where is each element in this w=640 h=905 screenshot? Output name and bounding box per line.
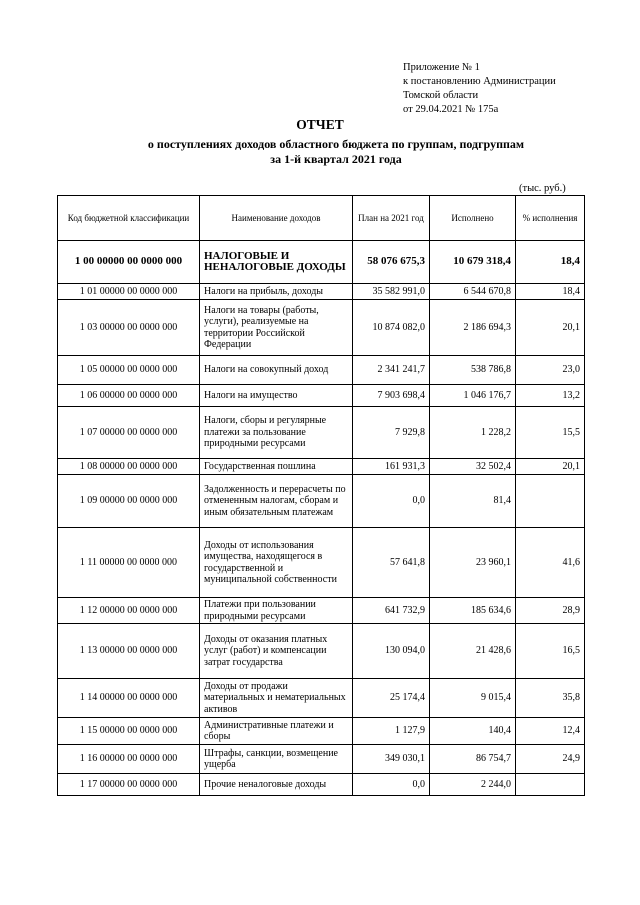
cell-plan: 10 874 082,0	[353, 300, 430, 356]
cell-pct	[516, 774, 585, 796]
cell-pct: 18,4	[516, 284, 585, 300]
cell-name: Доходы от оказания платных услуг (работ) и компенсации затрат государства	[200, 624, 353, 679]
table-row	[58, 774, 585, 796]
cell-name: Штрафы, санкции, возмещение ущерба	[200, 745, 353, 774]
cell-pct: 24,9	[516, 745, 585, 774]
cell-name: НАЛОГОВЫЕ И НЕНАЛОГОВЫЕ ДОХОДЫ	[200, 241, 353, 284]
cell-done: 86 754,7	[430, 745, 516, 774]
cell-code: 1 11 00000 00 0000 000	[58, 528, 200, 598]
cell-pct: 20,1	[516, 300, 585, 356]
cell-plan: 1 127,9	[353, 718, 430, 745]
cell-name: Задолженность и перерасчеты по отмененным налогам, сборам и иным обязательным платежам	[200, 475, 353, 528]
table-row	[58, 284, 585, 300]
cell-plan: 58 076 675,3	[353, 241, 430, 284]
report-title: ОТЧЕТ	[296, 117, 344, 132]
cell-pct: 12,4	[516, 718, 585, 745]
cell-done: 1 046 176,7	[430, 385, 516, 407]
revenue-table	[57, 195, 585, 796]
cell-pct: 28,9	[516, 598, 585, 624]
cell-plan: 349 030,1	[353, 745, 430, 774]
appendix-line: Приложение № 1	[403, 62, 480, 73]
header-name: Наименование доходов	[200, 196, 353, 241]
cell-code: 1 07 00000 00 0000 000	[58, 407, 200, 459]
cell-done: 81,4	[430, 475, 516, 528]
cell-name: Доходы от продажи материальных и нематериальных активов	[200, 679, 353, 718]
table-row	[58, 241, 585, 284]
cell-plan: 0,0	[353, 475, 430, 528]
cell-name: Налоги на совокупный доход	[200, 356, 353, 385]
header-plan: План на 2021 год	[353, 196, 430, 241]
cell-plan: 7 903 698,4	[353, 385, 430, 407]
cell-code: 1 17 00000 00 0000 000	[58, 774, 200, 796]
table-row	[58, 679, 585, 718]
cell-code: 1 09 00000 00 0000 000	[58, 475, 200, 528]
cell-plan: 641 732,9	[353, 598, 430, 624]
cell-name: Налоги на товары (работы, услуги), реализуемые на территории Российской Федерации	[200, 300, 353, 356]
subtitle-line: о поступлениях доходов областного бюджета по группам, подгруппам	[147, 137, 525, 151]
cell-name: Налоги на прибыль, доходы	[200, 284, 353, 300]
cell-done: 21 428,6	[430, 624, 516, 679]
header-done: Исполнено	[430, 196, 516, 241]
appendix-block	[403, 61, 556, 117]
appendix-line: к постановлению Администрации	[403, 76, 556, 87]
cell-code: 1 03 00000 00 0000 000	[58, 300, 200, 356]
table-row	[58, 718, 585, 745]
table-row	[58, 624, 585, 679]
header-code: Код бюджетной классификации	[58, 196, 200, 241]
cell-name: Налоги, сборы и регулярные платежи за пользование природными ресурсами	[200, 407, 353, 459]
cell-code: 1 15 00000 00 0000 000	[58, 718, 200, 745]
cell-done: 10 679 318,4	[430, 241, 516, 284]
table-row	[58, 528, 585, 598]
appendix-line: Томской области	[403, 90, 479, 101]
table-row	[58, 385, 585, 407]
cell-plan: 161 931,3	[353, 459, 430, 475]
cell-done: 32 502,4	[430, 459, 516, 475]
cell-done: 2 244,0	[430, 774, 516, 796]
cell-done: 2 186 694,3	[430, 300, 516, 356]
cell-pct: 41,6	[516, 528, 585, 598]
units-label: (тыс. руб.)	[519, 183, 566, 194]
cell-code: 1 14 00000 00 0000 000	[58, 679, 200, 718]
cell-name: Прочие неналоговые доходы	[200, 774, 353, 796]
table-row	[58, 745, 585, 774]
cell-done: 1 228,2	[430, 407, 516, 459]
cell-name: Налоги на имущество	[200, 385, 353, 407]
cell-code: 1 00 00000 00 0000 000	[58, 241, 200, 284]
table-row	[58, 459, 585, 475]
cell-code: 1 08 00000 00 0000 000	[58, 459, 200, 475]
cell-done: 140,4	[430, 718, 516, 745]
table-row	[58, 300, 585, 356]
cell-code: 1 12 00000 00 0000 000	[58, 598, 200, 624]
cell-pct: 23,0	[516, 356, 585, 385]
cell-plan: 57 641,8	[353, 528, 430, 598]
cell-done: 185 634,6	[430, 598, 516, 624]
table-row	[58, 598, 585, 624]
cell-plan: 0,0	[353, 774, 430, 796]
cell-pct: 16,5	[516, 624, 585, 679]
cell-pct: 15,5	[516, 407, 585, 459]
subtitle-line: за 1-й квартал 2021 года	[270, 152, 402, 166]
cell-plan: 25 174,4	[353, 679, 430, 718]
cell-done: 23 960,1	[430, 528, 516, 598]
cell-pct: 13,2	[516, 385, 585, 407]
table-row	[58, 356, 585, 385]
cell-pct: 18,4	[516, 241, 585, 284]
table-row	[58, 407, 585, 459]
cell-plan: 7 929,8	[353, 407, 430, 459]
cell-plan: 2 341 241,7	[353, 356, 430, 385]
cell-pct	[516, 475, 585, 528]
cell-done: 6 544 670,8	[430, 284, 516, 300]
cell-code: 1 06 00000 00 0000 000	[58, 385, 200, 407]
cell-name: Административные платежи и сборы	[200, 718, 353, 745]
cell-code: 1 05 00000 00 0000 000	[58, 356, 200, 385]
cell-plan: 130 094,0	[353, 624, 430, 679]
cell-name: Государственная пошлина	[200, 459, 353, 475]
cell-pct: 35,8	[516, 679, 585, 718]
appendix-line: от 29.04.2021 № 175а	[403, 104, 499, 115]
header-pct: % исполнения	[516, 196, 585, 241]
cell-code: 1 13 00000 00 0000 000	[58, 624, 200, 679]
cell-done: 538 786,8	[430, 356, 516, 385]
cell-name: Платежи при пользовании природными ресурсами	[200, 598, 353, 624]
cell-pct: 20,1	[516, 459, 585, 475]
cell-code: 1 16 00000 00 0000 000	[58, 745, 200, 774]
cell-code: 1 01 00000 00 0000 000	[58, 284, 200, 300]
cell-plan: 35 582 991,0	[353, 284, 430, 300]
cell-name: Доходы от использования имущества, находящегося в государственной и муниципальной собственности	[200, 528, 353, 598]
table-row	[58, 475, 585, 528]
table-header-row	[58, 196, 585, 241]
cell-done: 9 015,4	[430, 679, 516, 718]
report-subtitle	[56, 137, 616, 167]
